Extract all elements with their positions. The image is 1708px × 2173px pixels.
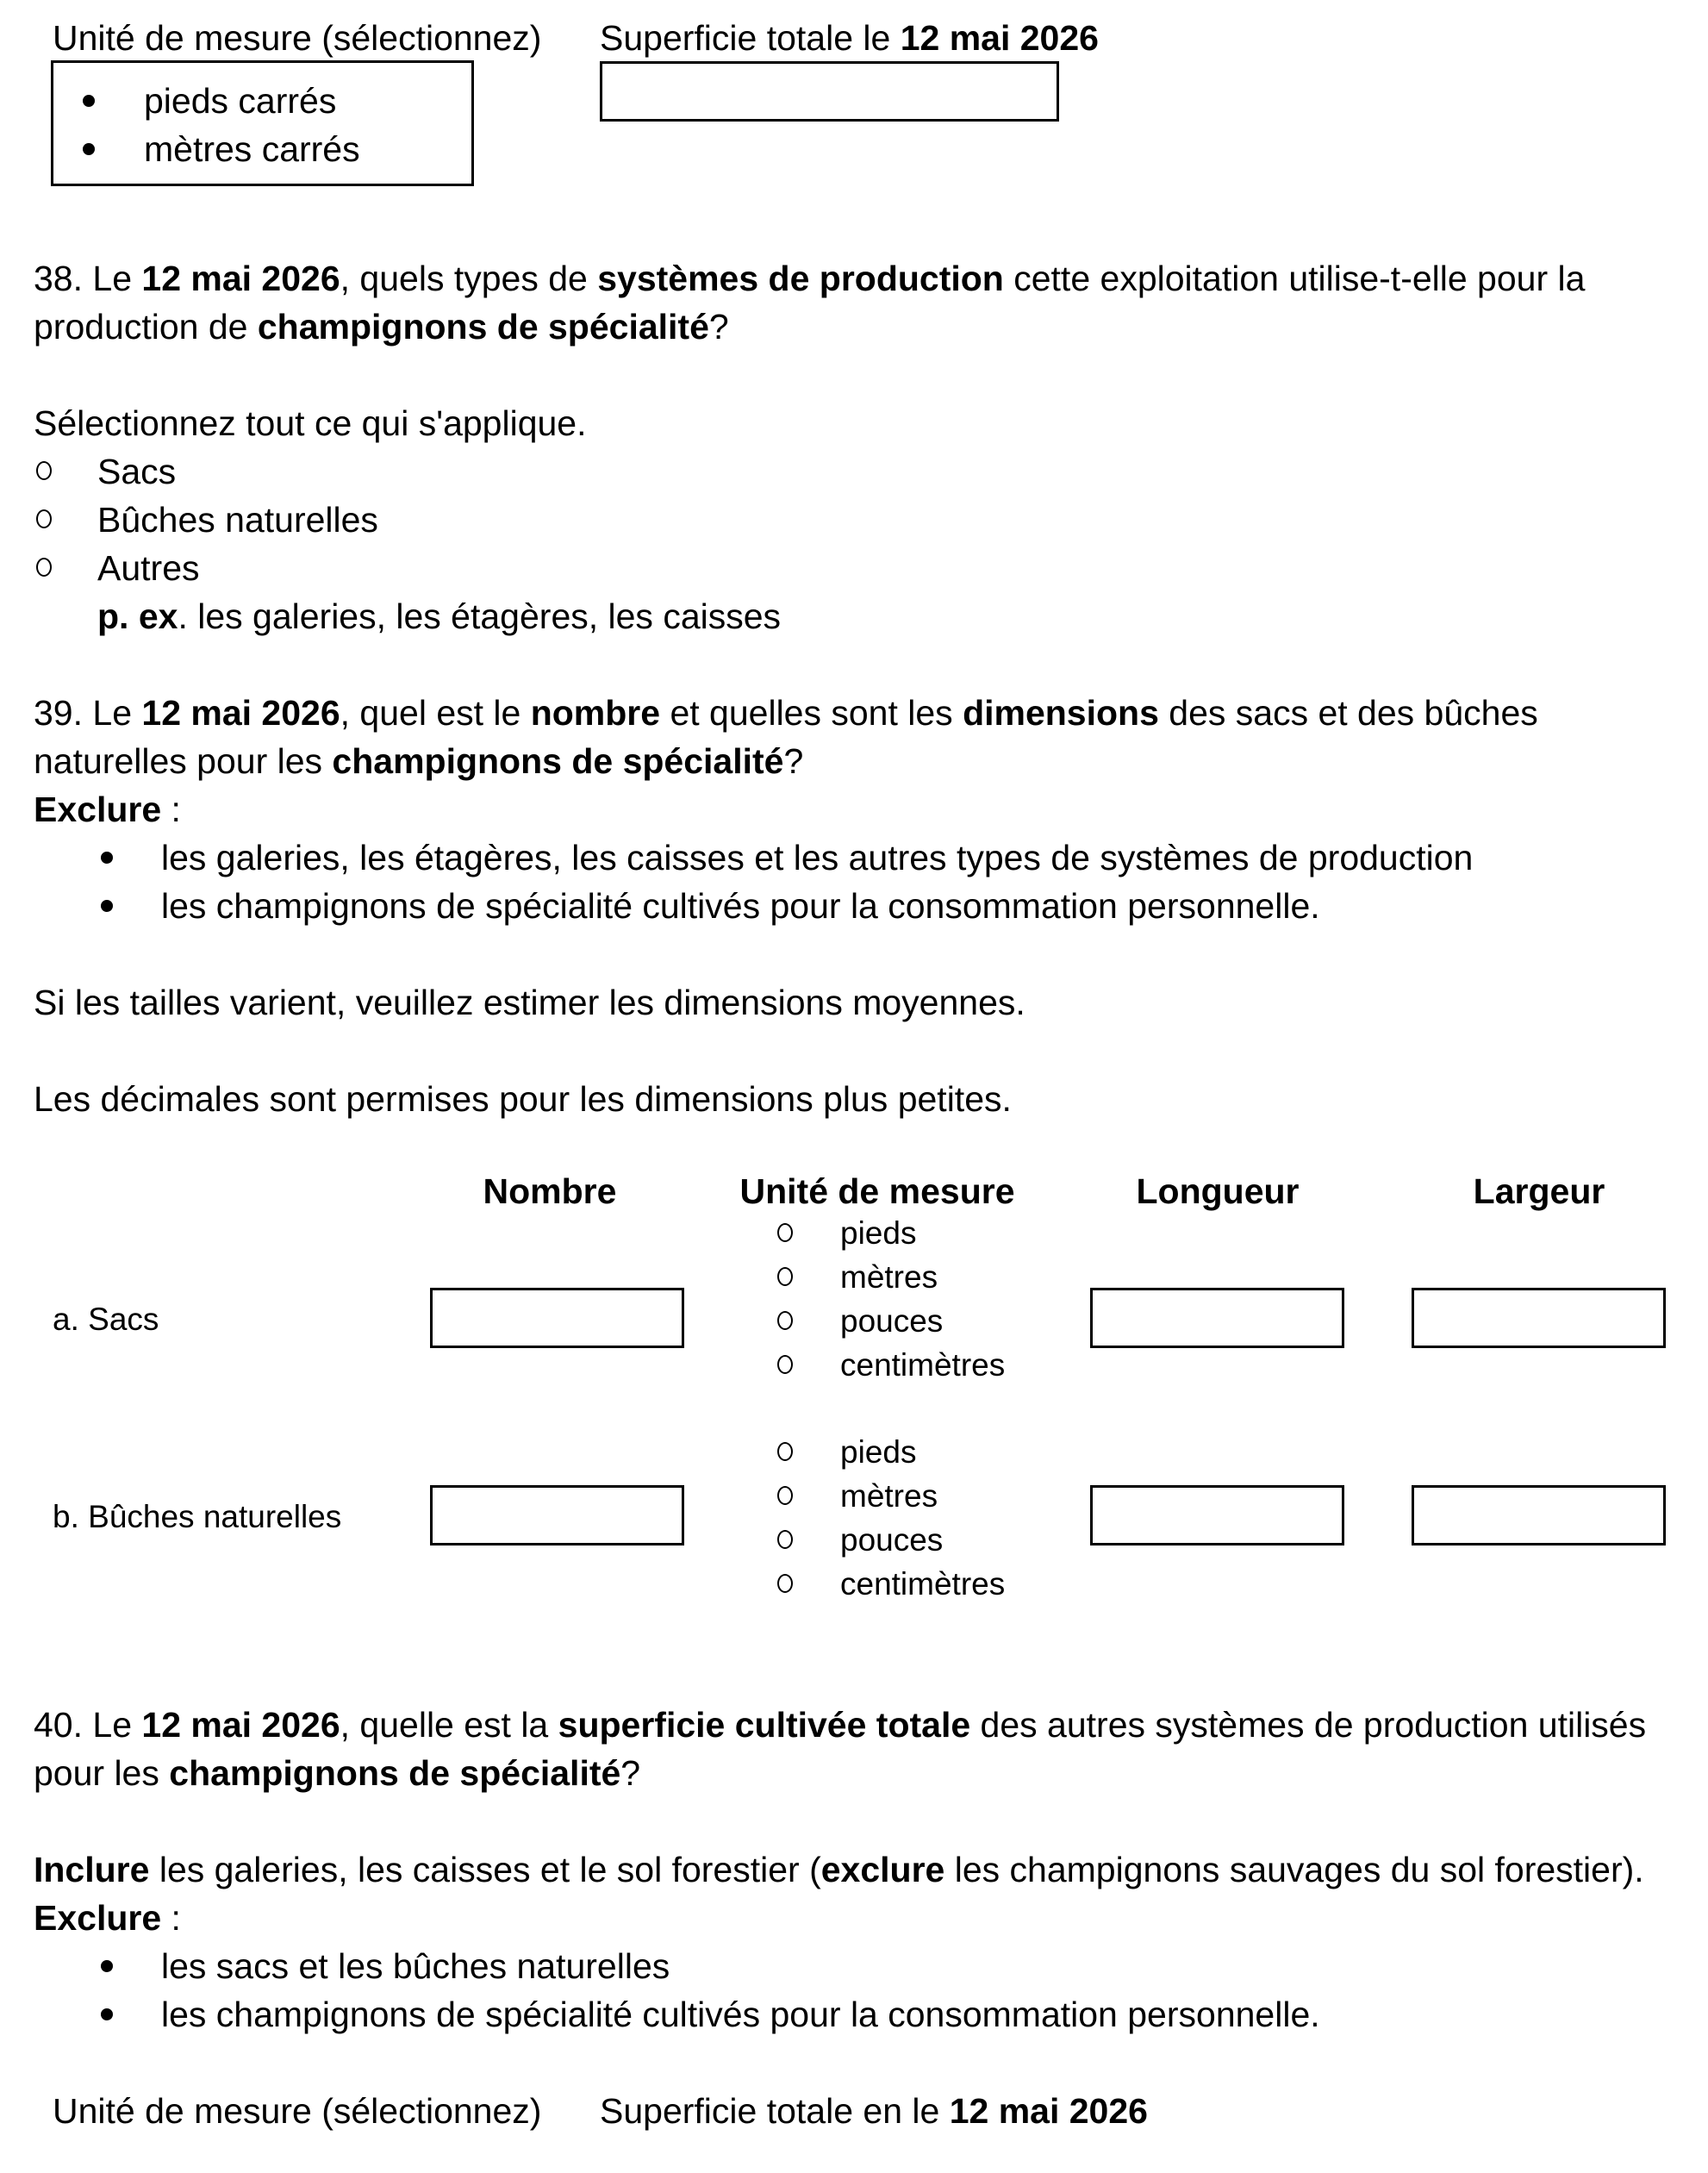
buches-unit-centimetres[interactable]: centimètres <box>840 1566 1006 1602</box>
q40-exclusion-1: les sacs et les bûches naturelles <box>161 1946 670 1986</box>
sacs-width-input[interactable] <box>1412 1288 1666 1348</box>
sacs-unit-pieds[interactable]: pieds <box>840 1215 917 1251</box>
q38-example: p. ex. les galeries, les étagères, les caisses <box>97 596 782 636</box>
radio-icon[interactable] <box>777 1355 793 1374</box>
q39-exclude-label: Exclure : <box>34 790 181 829</box>
header-largeur: Largeur <box>1473 1171 1605 1211</box>
radio-icon[interactable] <box>36 509 52 528</box>
radio-icon[interactable] <box>777 1267 793 1286</box>
q38-option-autres[interactable]: Autres <box>97 548 200 588</box>
bottom-area-label: Superficie totale en le 12 mai 2026 <box>600 2091 1148 2131</box>
area-input[interactable] <box>600 61 1059 122</box>
radio-icon[interactable] <box>777 1574 793 1593</box>
radio-icon[interactable] <box>36 461 52 480</box>
bullet-icon <box>101 1960 113 1972</box>
sacs-unit-pouces[interactable]: pouces <box>840 1303 944 1339</box>
radio-icon[interactable] <box>777 1530 793 1549</box>
header-longueur: Longueur <box>1136 1171 1300 1211</box>
unit-option-sqft[interactable]: pieds carrés <box>144 81 337 121</box>
q39-text-line2: naturelles pour les champignons de spécialité? <box>34 741 804 781</box>
header-unite: Unité de mesure <box>739 1171 1015 1211</box>
bullet-icon <box>83 95 95 107</box>
buches-unit-metres[interactable]: mètres <box>840 1478 938 1514</box>
unit-label: Unité de mesure (sélectionnez) <box>53 18 542 58</box>
bullet-icon <box>101 852 113 864</box>
q38-text-line1: 38. Le 12 mai 2026, quels types de systèmes de production cette exploitation utilise-t-elle pour la <box>34 259 1586 298</box>
buches-unit-pouces[interactable]: pouces <box>840 1522 944 1558</box>
sacs-unit-metres[interactable]: mètres <box>840 1259 938 1295</box>
q39-exclusion-1: les galeries, les étagères, les caisses et les autres types de systèmes de production <box>161 838 1474 877</box>
q40-include: Inclure les galeries, les caisses et le sol forestier (exclure les champignons sauvages du sol forestier). <box>34 1850 1644 1889</box>
radio-icon[interactable] <box>777 1486 793 1505</box>
bullet-icon <box>83 143 95 155</box>
q38-text-line2: production de champignons de spécialité? <box>34 307 729 347</box>
row-label-sacs: a. Sacs <box>53 1302 159 1337</box>
q39-text-line1: 39. Le 12 mai 2026, quel est le nombre et quelles sont les dimensions des sacs et des bûches <box>34 693 1538 733</box>
header-nombre: Nombre <box>483 1171 617 1211</box>
radio-icon[interactable] <box>777 1311 793 1330</box>
q40-exclusion-2: les champignons de spécialité cultivés pour la consommation personnelle. <box>161 1995 1320 2034</box>
sacs-unit-centimetres[interactable]: centimètres <box>840 1347 1006 1383</box>
unit-option-sqm[interactable]: mètres carrés <box>144 129 360 169</box>
sacs-count-input[interactable] <box>430 1288 684 1348</box>
q39-exclusion-2: les champignons de spécialité cultivés pour la consommation personnelle. <box>161 886 1320 926</box>
row-label-buches: b. Bûches naturelles <box>53 1499 342 1534</box>
bullet-icon <box>101 900 113 912</box>
q39-note-1: Si les tailles varient, veuillez estimer les dimensions moyennes. <box>34 983 1025 1022</box>
buches-count-input[interactable] <box>430 1485 684 1545</box>
sacs-length-input[interactable] <box>1090 1288 1344 1348</box>
q40-text-line1: 40. Le 12 mai 2026, quelle est la superficie cultivée totale des autres systèmes de production utilisés <box>34 1705 1647 1745</box>
q39-note-2: Les décimales sont permises pour les dimensions plus petites. <box>34 1079 1012 1119</box>
bullet-icon <box>101 2008 113 2020</box>
bottom-unit-label: Unité de mesure (sélectionnez) <box>53 2091 542 2131</box>
q38-select-all: Sélectionnez tout ce qui s'applique. <box>34 403 587 443</box>
radio-icon[interactable] <box>777 1223 793 1242</box>
area-label: Superficie totale le 12 mai 2026 <box>600 18 1099 58</box>
q38-option-sacs[interactable]: Sacs <box>97 452 177 491</box>
q40-exclude-label: Exclure : <box>34 1898 181 1938</box>
radio-icon[interactable] <box>36 558 52 577</box>
buches-length-input[interactable] <box>1090 1485 1344 1545</box>
q38-option-buches[interactable]: Bûches naturelles <box>97 500 378 540</box>
buches-unit-pieds[interactable]: pieds <box>840 1434 917 1470</box>
buches-width-input[interactable] <box>1412 1485 1666 1545</box>
radio-icon[interactable] <box>777 1442 793 1461</box>
q40-text-line2: pour les champignons de spécialité? <box>34 1753 641 1793</box>
